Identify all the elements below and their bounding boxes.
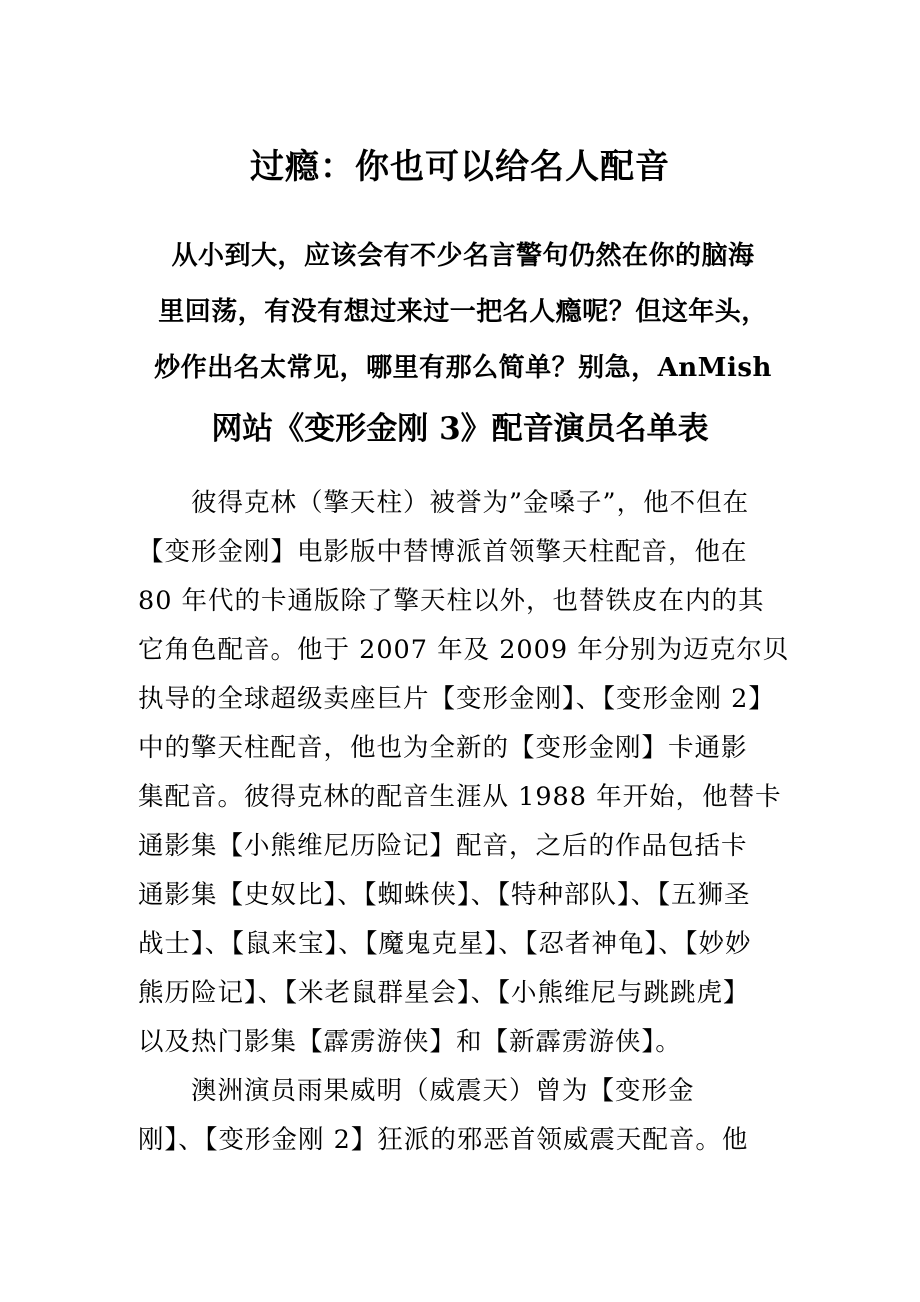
paragraph-line: 【变形金刚】电影版中替博派首领擎天柱配音，他在 bbox=[138, 537, 748, 567]
document-title: 过瘾：你也可以给名人配音 bbox=[250, 147, 670, 187]
intro-paragraph bbox=[138, 228, 788, 396]
paragraph-line: 澳洲演员雨果威明（威震天）曾为【变形金 bbox=[138, 1076, 695, 1106]
paragraph-line: 以及热门影集【霹雳游侠】和【新霹雳游侠】。 bbox=[138, 1027, 682, 1057]
intro-line: 从小到大，应该会有不少名言警句仍然在你的脑海 bbox=[171, 241, 755, 271]
paragraph-line: 战士】、【鼠来宝】、【魔鬼克星】、【忍者神龟】、【妙妙 bbox=[138, 929, 752, 959]
intro-line: 炒作出名太常见，哪里有那么简单？别急，AnMish bbox=[154, 353, 772, 383]
paragraph-line: 通影集【史奴比】、【蜘蛛侠】、【特种部队】、【五狮圣 bbox=[138, 880, 751, 910]
paragraph-line: 中的擎天柱配音，他也为全新的【变形金刚】卡通影 bbox=[138, 733, 748, 763]
document-subtitle: 网站《变形金刚 3》配音演员名单表 bbox=[211, 411, 709, 447]
paragraph-line: 熊历险记】、【米老鼠群星会】、【小熊维尼与跳跳虎】 bbox=[138, 978, 750, 1008]
paragraph-line: 通影集【小熊维尼历险记】配音，之后的作品包括卡 bbox=[138, 831, 748, 861]
paragraph-line: 执导的全球超级卖座巨片【变形金刚】、【变形金刚 2】 bbox=[138, 684, 775, 714]
paragraph-line: 彼得克林（擎天柱）被誉为”金嗓子”，他不但在 bbox=[138, 488, 750, 518]
paragraph-line: 80 年代的卡通版除了擎天柱以外，也替铁皮在内的其 bbox=[138, 586, 765, 616]
paragraph-line: 集配音。彼得克林的配音生涯从 1988 年开始，他替卡 bbox=[138, 782, 782, 812]
body-paragraphs bbox=[138, 479, 790, 1165]
paragraph-line: 刚】、【变形金刚 2】狂派的邪恶首领威震天配音。他 bbox=[138, 1125, 749, 1155]
paragraph-line: 它角色配音。他于 2007 年及 2009 年分别为迈克尔贝 bbox=[138, 635, 790, 665]
intro-line: 里回荡，有没有想过来过一把名人瘾呢？但这年头， bbox=[158, 297, 768, 327]
